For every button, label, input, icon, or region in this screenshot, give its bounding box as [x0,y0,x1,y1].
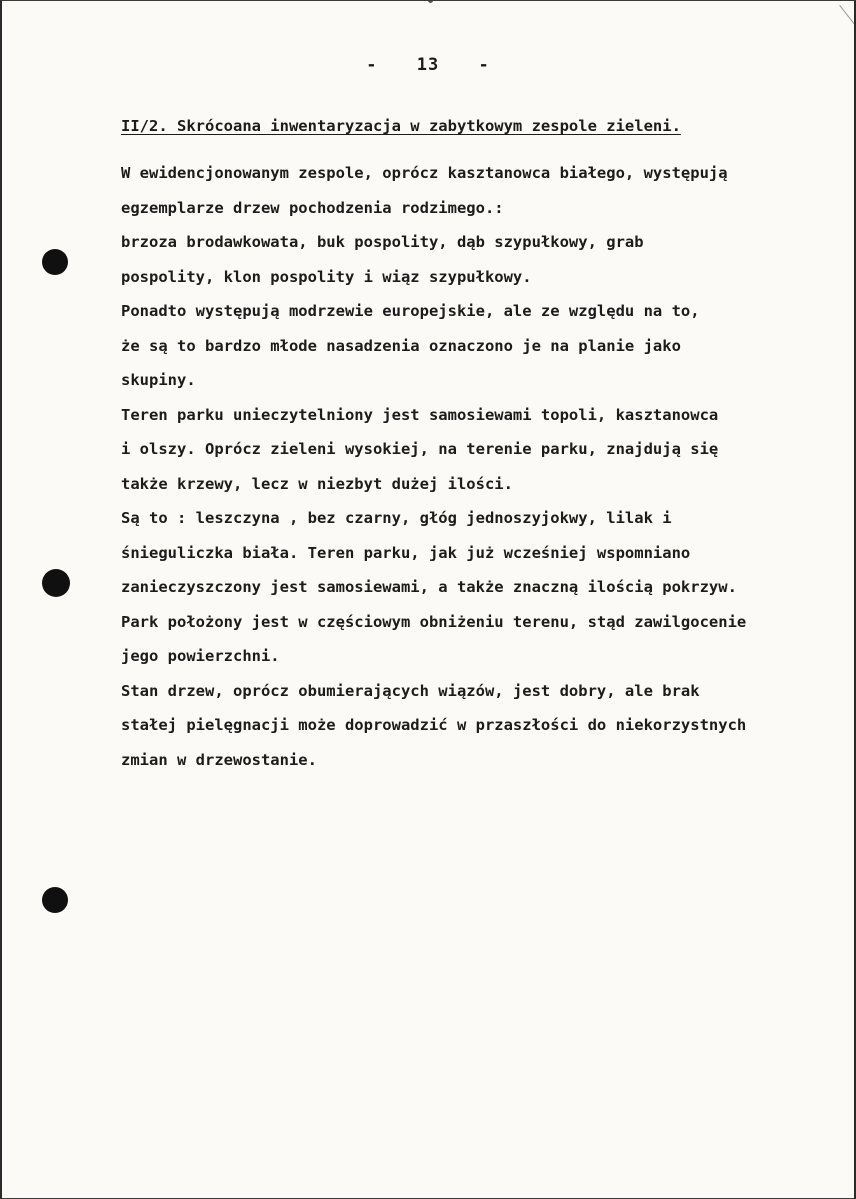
text-line: Ponadto występują modrzewie europejskie, ale ze względu na to, [121,302,700,320]
text-line: jego powierzchni. [121,647,280,665]
body-text [121,158,841,779]
text-line: Stan drzew, oprócz obumierających wiązów, jest dobry, ale brak [121,681,700,700]
ink-mark [428,0,433,3]
text-line: że są to bardzo młode nasadzenia oznaczono je na planie jako [121,336,681,355]
punch-hole [42,887,68,913]
text-line: pospolity, klon pospolity i wiąz szypułkowy. [121,267,532,286]
text-line: Teren parku unieczytelniony jest samosiewami topoli, kasztanowca [121,405,719,424]
text-line: egzemplarze drzew pochodzenia rodzimego.: [121,198,504,217]
text-line: Są to : leszczyna , bez czarny, głóg jednoszyjokwy, lilak i [121,509,672,527]
text-line: śnieguliczka biała. Teren parku, jak już wcześniej wspomniano [121,543,691,562]
text-line: Park położony jest w częściowym obniżeniu terenu, stąd zawilgocenie [121,612,747,631]
text-line: W ewidencjonowanym zespole, oprócz kasztanowca białego, występują [121,164,728,182]
corner-fold [819,5,856,50]
text-line: skupiny. [121,371,196,389]
section-heading: II/2. Skrócoana inwentaryzacja w zabytkowym zespole zieleni. [121,117,681,135]
punch-hole [42,249,68,275]
text-line: i olszy. Oprócz zieleni wysokiej, na terenie parku, znajdują się [121,440,719,458]
punch-hole [42,569,70,597]
text-line: zanieczyszczony jest samosiewami, a także znaczną ilością pokrzyw. [121,578,737,596]
text-line: także krzewy, lecz w niezbyt dużej ilości. [121,474,513,493]
text-line: brzoza brodawkowata, buk pospolity, dąb szypułkowy, grab [121,233,644,251]
page-number: - 13 - [366,55,490,75]
text-line: stałej pielęgnacji może doprowadzić w przaszłości do niekorzystnych [121,716,747,734]
text-line: zmian w drzewostanie. [121,750,317,769]
